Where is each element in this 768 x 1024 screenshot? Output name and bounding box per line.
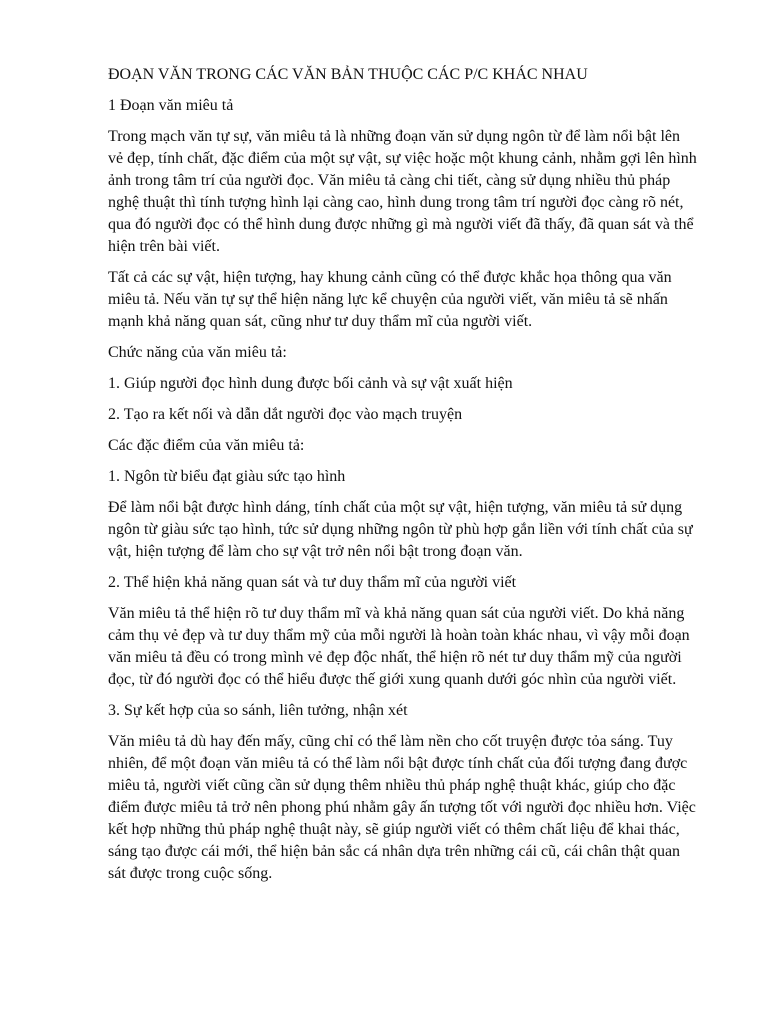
paragraph: Văn miêu tả dù hay đến mấy, cũng chỉ có thể làm nền cho cốt truyện được tỏa sáng. Tuy nhiên, để một đoạn văn miêu tả có thể làm nổi bật được tính chất của đối tượng đang được miêu tả, người viết cũng cần sử dụng thêm nhiều thủ pháp nghệ thuật khác, giúp cho đặc điểm được miêu tả trở nên phong phú nhằm gây ấn tượng tốt với người đọc nhiều hơn. Việc kết hợp những thủ pháp nghệ thuật này, sẽ giúp người viết có thêm chất liệu để khai thác, sáng tạo được cái mới, thể hiện bản sắc cá nhân dựa trên những cái cũ, cái chân thật quan sát được trong cuộc sống.: [108, 733, 696, 882]
document-page: [108, 64, 698, 894]
paragraph: Văn miêu tả thể hiện rõ tư duy thẩm mĩ và khả năng quan sát của người viết. Do khả năng cảm thụ vẻ đẹp và tư duy thẩm mỹ của mỗi người là hoàn toàn khác nhau, vì vậy mỗi đoạn văn miêu tả đều có trong mình vẻ đẹp độc nhất, thể hiện rõ nét tư duy thẩm mỹ của người đọc, từ đó người đọc có thể hiểu được thế giới xung quanh dưới góc nhìn của người viết.: [108, 605, 690, 688]
feature-heading: 1. Ngôn từ biểu đạt giàu sức tạo hình: [108, 468, 346, 485]
list-item: 1. Giúp người đọc hình dung được bối cảnh và sự vật xuất hiện: [108, 375, 513, 392]
paragraph: Để làm nổi bật được hình dáng, tính chất của một sự vật, hiện tượng, văn miêu tả sử dụng ngôn từ giàu sức tạo hình, tức sử dụng những ngôn từ phù hợp gắn liền với tính chất của sự vật, hiện tượng để làm cho sự vật trở nên nổi bật trong đoạn văn.: [108, 499, 693, 560]
list-item: 2. Tạo ra kết nối và dẫn dắt người đọc vào mạch truyện: [108, 406, 463, 423]
paragraph: Trong mạch văn tự sự, văn miêu tả là những đoạn văn sử dụng ngôn từ để làm nổi bật lên vẻ đẹp, tính chất, đặc điểm của một sự vật, sự việc hoặc một khung cảnh, nhằm gợi lên hình ảnh trong tâm trí của người đọc. Văn miêu tả càng chi tiết, càng sử dụng nhiều thủ pháp nghệ thuật thì tính tượng hình lại càng cao, hình dung trong tâm trí người đọc càng rõ nét, qua đó người đọc có thể hình dung được những gì mà người viết đã thấy, đã quan sát và thể hiện trên bài viết.: [108, 128, 697, 255]
feature-heading: 3. Sự kết hợp của so sánh, liên tưởng, nhận xét: [108, 702, 408, 719]
document-title: ĐOẠN VĂN TRONG CÁC VĂN BẢN THUỘC CÁC P/C KHÁC NHAU: [108, 66, 588, 83]
functions-heading: Chức năng của văn miêu tả:: [108, 344, 287, 361]
section-heading: 1 Đoạn văn miêu tả: [108, 97, 234, 114]
features-heading: Các đặc điểm của văn miêu tả:: [108, 437, 305, 454]
paragraph: Tất cả các sự vật, hiện tượng, hay khung cảnh cũng có thể được khắc họa thông qua văn miêu tả. Nếu văn tự sự thể hiện năng lực kể chuyện của người viết, văn miêu tả sẽ nhấn mạnh khả năng quan sát, cũng như tư duy thẩm mĩ của người viết.: [108, 269, 672, 330]
feature-heading: 2. Thể hiện khả năng quan sát và tư duy thẩm mĩ của người viết: [108, 574, 517, 591]
